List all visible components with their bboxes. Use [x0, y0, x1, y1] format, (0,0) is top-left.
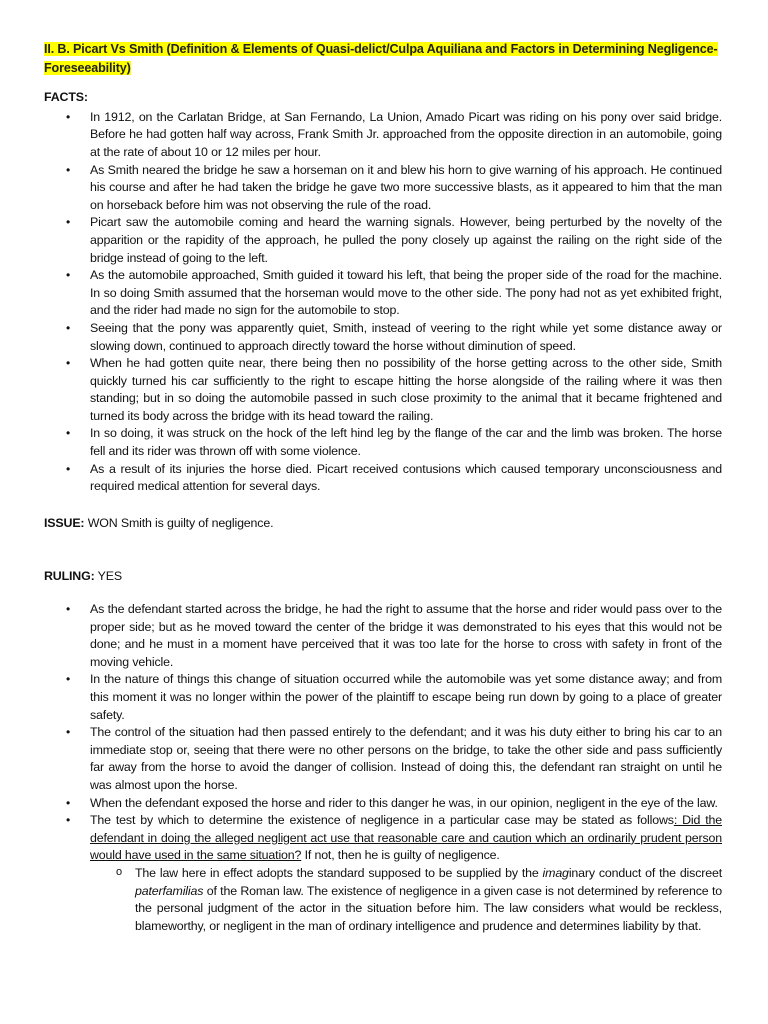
sub-list: [90, 865, 722, 935]
facts-list: [44, 109, 722, 496]
sub-list-item: o The law here in effect adopts the standard supposed to be supplied by the imaginary conduct of the discreet paterfamilias of the Roman law. The existence of negligence in a given case is not determined by reference to the personal judgment of the actor in the situation before him. The law considers what would be reckless, blameworthy, or negligent in the man of ordinary intelligence and prudence and determines liability by that.: [116, 865, 723, 933]
issue-label: ISSUE:: [44, 515, 85, 530]
bullet-icon: •: [66, 795, 71, 810]
bullet-icon: •: [66, 672, 71, 687]
circle-bullet-icon: o: [116, 865, 122, 878]
list-item: • As a result of its injuries the horse died. Picart received contusions which caused temporary unconsciousness and required medical attention for several days.: [66, 461, 722, 494]
list-item: • As the automobile approached, Smith guided it toward his left, that being the proper side of the road for the machine. In so doing Smith assumed that the horseman would move to the other side. The pony had not as yet exhibited fright, and the rider had made no sign for the automobile to stop.: [66, 268, 722, 318]
test-intro: The test by which to determine the existence of negligence in a particular case may be stated as follows: [90, 813, 674, 828]
list-item: • As Smith neared the bridge he saw a horseman on it and blew his horn to give warning of his approach. He continued his course and after he had taken the bridge he gave two more successive blasts, as it appeared to him that the man on horseback before him was not observing the rule of the road.: [66, 162, 722, 212]
test-conclusion: If not, then he is guilty of negligence.: [301, 848, 500, 863]
ruling-text: YES: [94, 569, 122, 584]
list-item: • In 1912, on the Carlatan Bridge, at San Fernando, La Union, Amado Picart was riding on his pony over said bridge. Before he had gotten half way across, Frank Smith Jr. approached from the opposite direction in an automobile, going at the rate of about 10 or 12 miles per hour.: [66, 109, 722, 159]
list-item: • When he had gotten quite near, there being then no possibility of the horse getting across to the other side, Smith quickly turned his car sufficiently to the right to escape hitting the horse alongside of the railing where it was then standing; but in so doing the automobile passed in such close proximity to the animal that it became frightened and turned its body across the bridge with its head toward the railing.: [66, 356, 722, 423]
case-title: II. B. Picart Vs Smith (Definition & Elements of Quasi-delict/Culpa Aquiliana and Factors in Determining Negligence-Foreseeability): [44, 42, 718, 75]
list-item: • Picart saw the automobile coming and heard the warning signals. However, being perturbed by the novelty of the apparition or the rapidity of the approach, he pulled the pony closely up against the railing on the right side of the bridge instead of going to the left.: [66, 215, 722, 265]
bullet-icon: •: [66, 426, 71, 441]
list-item: • In the nature of things this change of situation occurred while the automobile was yet some distance away; and from this moment it was no longer within the power of the plaintiff to escape being run down by going to a place of greater safety.: [66, 672, 722, 722]
bullet-icon: •: [66, 602, 71, 617]
ruling-line: [44, 568, 722, 586]
issue-text: WON Smith is guilty of negligence.: [84, 515, 274, 530]
list-item: • As the defendant started across the bridge, he had the right to assume that the horse and rider would pass over to the proper side; but as he moved toward the center of the bridge it was demonstrated to his eyes that this would not be done; and he must in a moment have perceived that it was too late for the horse to cross with safety in front of the moving vehicle.: [66, 602, 722, 669]
issue-line: [44, 515, 722, 533]
title-block: [44, 40, 722, 77]
list-item: • The control of the situation had then passed entirely to the defendant; and it was his duty either to bring his car to an immediate stop or, seeing that there were no other persons on the bridge, to take the other side and pass sufficiently far away from the horse to avoid the danger of collision. Instead of doing this, the defendant ran straight on until he was almost upon the horse.: [66, 725, 722, 792]
ruling-list: [44, 601, 722, 935]
facts-heading: FACTS:: [44, 90, 88, 105]
list-item: • In so doing, it was struck on the hock of the left hind leg by the flange of the car and the limb was broken. The horse fell and its rider was thrown off with some violence.: [66, 426, 722, 459]
bullet-icon: •: [66, 268, 71, 283]
bullet-icon: •: [66, 813, 71, 828]
bullet-icon: •: [66, 725, 71, 740]
bullet-icon: •: [66, 215, 71, 230]
list-item: • Seeing that the pony was apparently quiet, Smith, instead of veering to the right while yet some distance away or slowing down, continued to approach directly toward the horse without diminution of speed.: [66, 320, 722, 353]
bullet-icon: •: [66, 461, 71, 476]
bullet-icon: •: [66, 320, 71, 335]
negligence-test-item: [44, 812, 722, 935]
bullet-icon: •: [66, 109, 71, 124]
ruling-label: RULING:: [44, 569, 95, 584]
bullet-icon: •: [66, 162, 71, 177]
bullet-icon: •: [66, 356, 71, 371]
test-question: : Did the defendant in doing the alleged negligent act use that reasonable care and caution which an ordinarily prudent person would have used in the same situation?: [90, 813, 722, 863]
list-item: • When the defendant exposed the horse and rider to this danger he was, in our opinion, negligent in the eye of the law.: [44, 795, 722, 813]
